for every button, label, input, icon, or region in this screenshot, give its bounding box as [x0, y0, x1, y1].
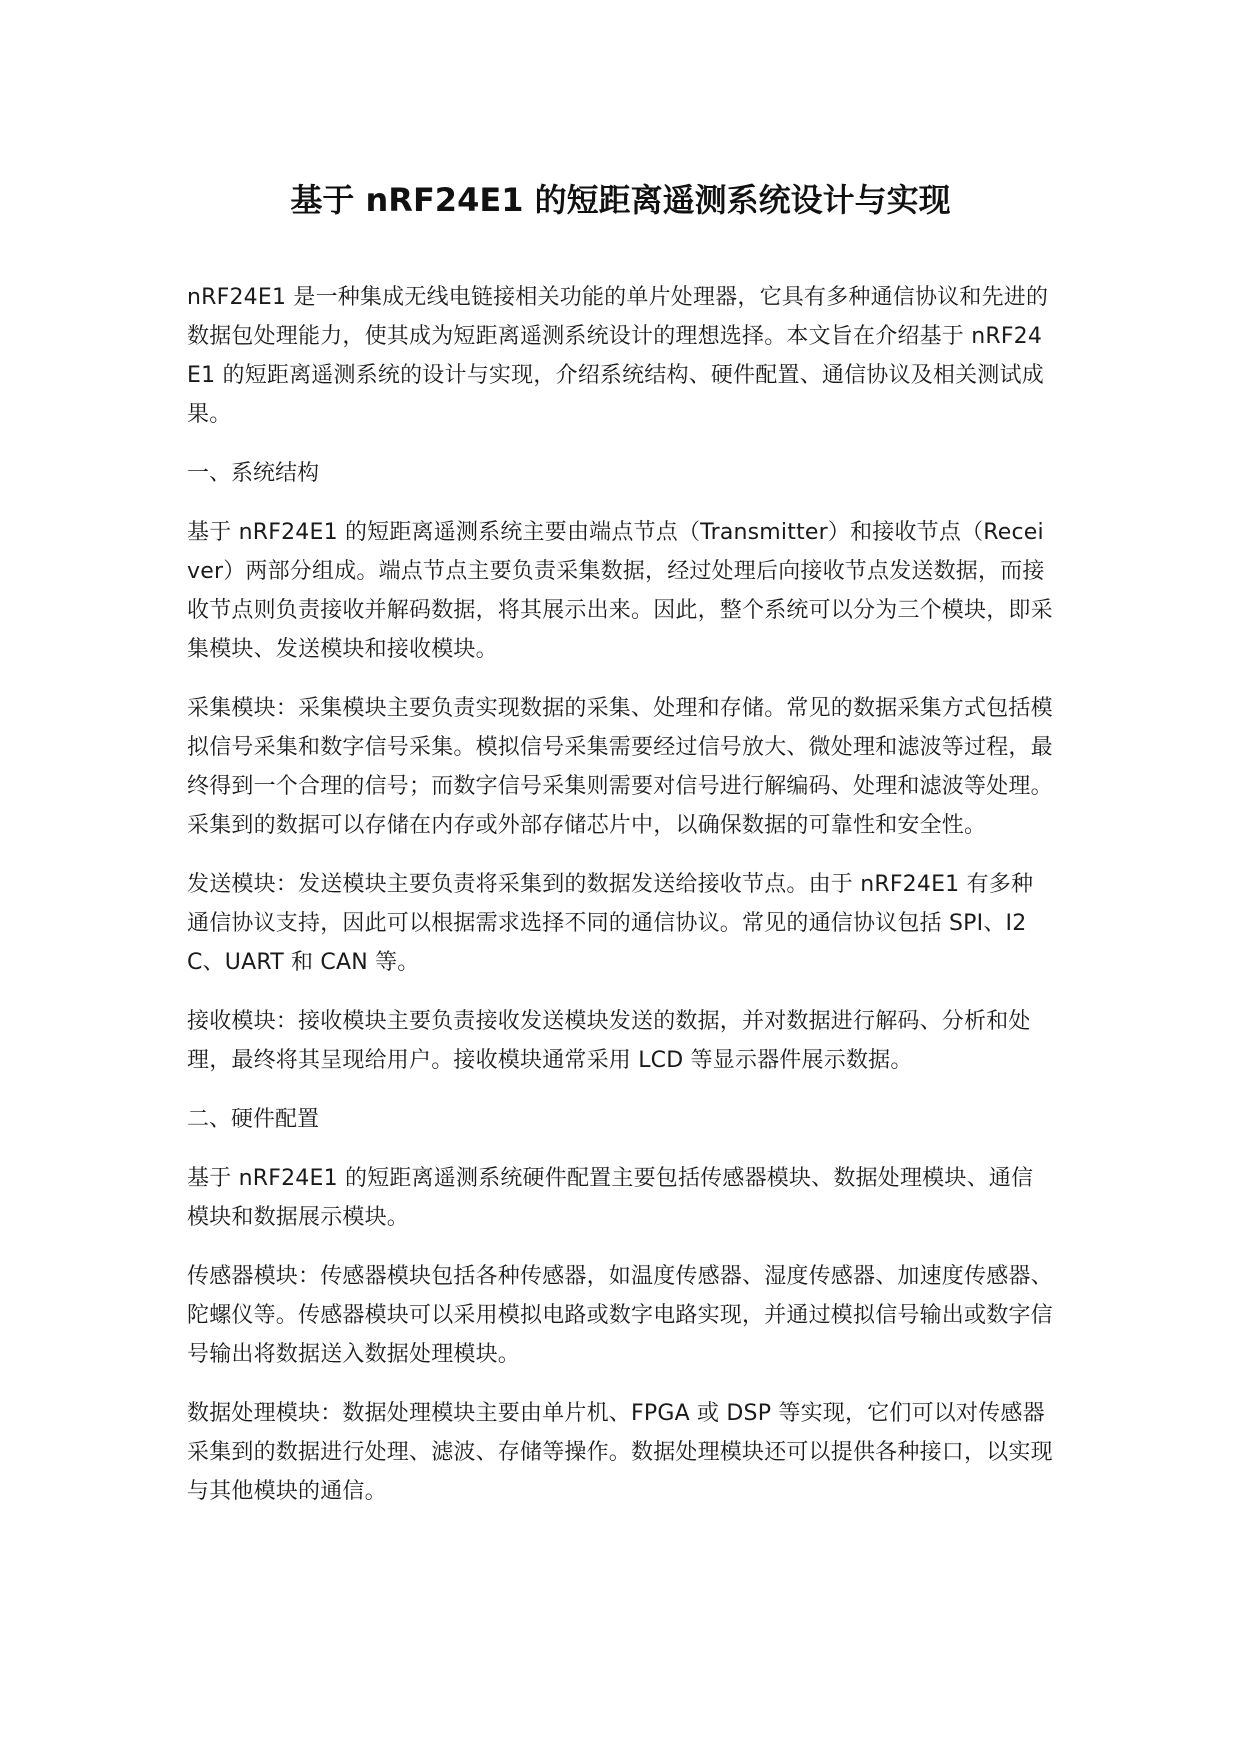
- paragraph-hardware-overview: 基于 nRF24E1 的短距离遥测系统硬件配置主要包括传感器模块、数据处理模块、通信模块和数据展示模块。: [187, 1166, 1034, 1230]
- document-body: [187, 278, 1053, 1531]
- section-heading-system-structure: 一、系统结构: [187, 461, 320, 486]
- paragraph-receive-module: 接收模块：接收模块主要负责接收发送模块发送的数据，并对数据进行解码、分析和处理，最终将其呈现给用户。接收模块通常采用 LCD 等显示器件展示数据。: [187, 1009, 1031, 1073]
- paragraph-intro: nRF24E1 是一种集成无线电链接相关功能的单片处理器，它具有多种通信协议和先进的数据包处理能力，使其成为短距离遥测系统设计的理想选择。本文旨在介绍基于 nRF24E1 的短距离遥测系统的设计与实现，介绍系统结构、硬件配置、通信协议及相关测试成果。: [187, 285, 1049, 427]
- paragraph-data-processing-module: 数据处理模块：数据处理模块主要由单片机、FPGA 或 DSP 等实现，它们可以对传感器采集到的数据进行处理、滤波、存储等操作。数据处理模块还可以提供各种接口，以实现与其他模块的通信。: [187, 1401, 1053, 1504]
- paragraph-system-overview: 基于 nRF24E1 的短距离遥测系统主要由端点节点（Transmitter）和接收节点（Receiver）两部分组成。端点节点主要负责采集数据，经过处理后向接收节点发送数据，而接收节点则负责接收并解码数据，将其展示出来。因此，整个系统可以分为三个模块，即采集模块、发送模块和接收模块。: [187, 520, 1053, 662]
- paragraph-sensor-module: 传感器模块：传感器模块包括各种传感器，如温度传感器、湿度传感器、加速度传感器、陀螺仪等。传感器模块可以采用模拟电路或数字电路实现，并通过模拟信号输出或数字信号输出将数据送入数据处理模块。: [187, 1264, 1053, 1367]
- section-heading-hardware-config: 二、硬件配置: [187, 1107, 320, 1132]
- paragraph-acquisition-module: 采集模块：采集模块主要负责实现数据的采集、处理和存储。常见的数据采集方式包括模拟信号采集和数字信号采集。模拟信号采集需要经过信号放大、微处理和滤波等过程，最终得到一个合理的信号；而数字信号采集则需要对信号进行解编码、处理和滤波等处理。采集到的数据可以存储在内存或外部存储芯片中，以确保数据的可靠性和安全性。: [187, 696, 1053, 838]
- document-title: 基于 nRF24E1 的短距离遥测系统设计与实现: [290, 181, 951, 219]
- paragraph-transmit-module: 发送模块：发送模块主要负责将采集到的数据发送给接收节点。由于 nRF24E1 有多种通信协议支持，因此可以根据需求选择不同的通信协议。常见的通信协议包括 SPI、I2C、UART 和 CAN 等。: [187, 872, 1034, 975]
